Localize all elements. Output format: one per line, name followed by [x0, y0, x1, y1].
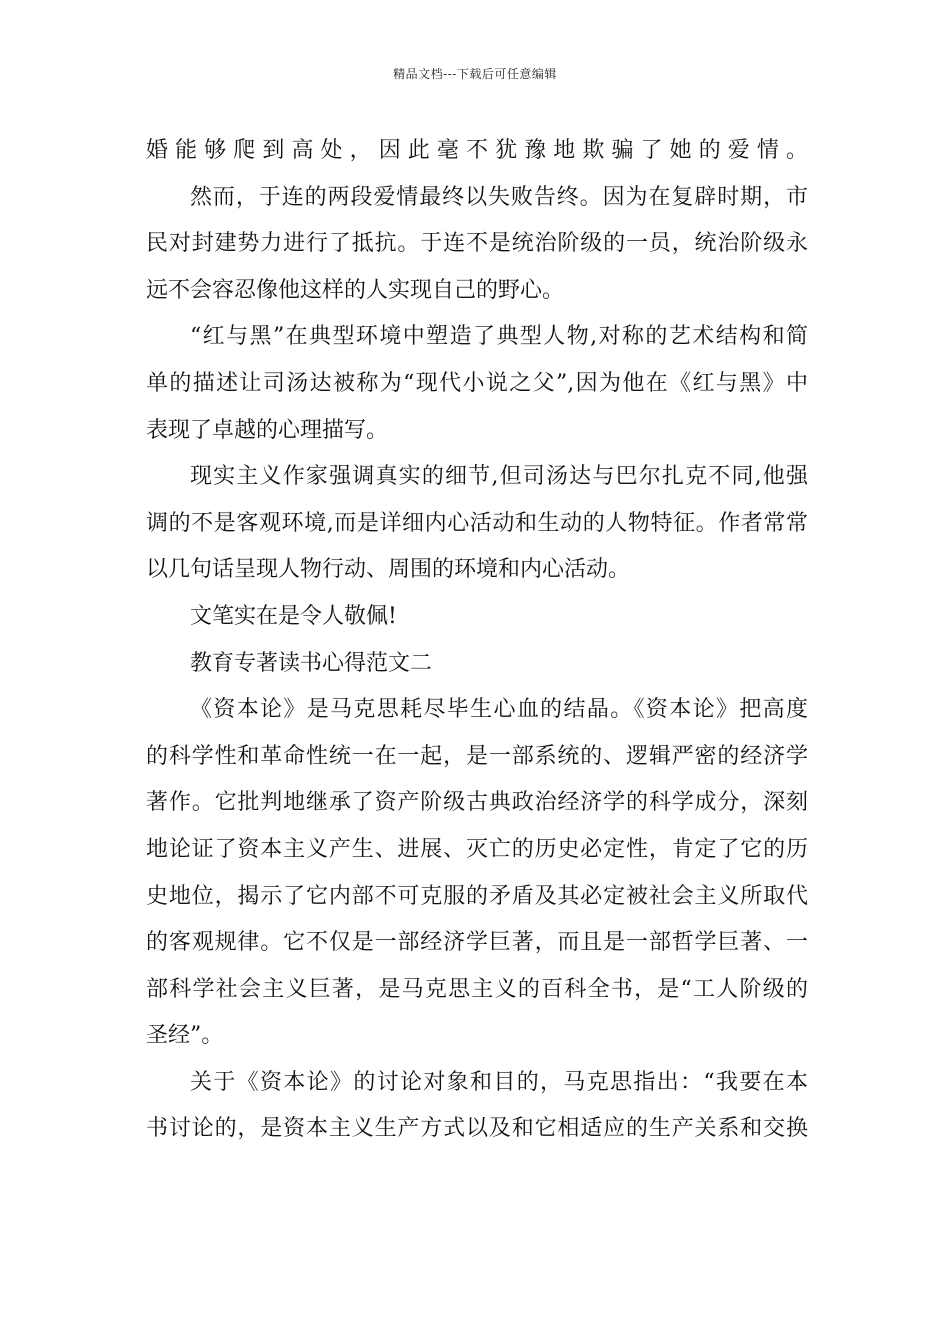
text-line: 著作。它批判地继承了资产阶级古典政治经济学的科学成分，深刻 — [146, 790, 808, 816]
body-text — [146, 128, 808, 1153]
text-line: 部科学社会主义巨著，是马克思主义的百科全书，是“工人阶级的 — [146, 976, 808, 1002]
single-line-paragraph: 文笔实在是令人敬佩! — [190, 603, 397, 629]
paragraph-end-line: 圣经”。 — [146, 1023, 224, 1049]
section-heading: 教育专著读书心得范文二 — [190, 650, 433, 676]
text-line: 史地位，揭示了它内部不可克服的矛盾及其必定被社会主义所取代 — [146, 883, 808, 909]
text-line: 书讨论的，是资本主义生产方式以及和它相适应的生产关系和交换 — [146, 1116, 808, 1142]
paragraph-start-line: 现实主义作家强调真实的细节,但司汤达与巴尔扎克不同,他强 — [190, 464, 808, 490]
text-line: 的客观规律。它不仅是一部经济学巨著，而且是一部哲学巨著、一 — [146, 930, 808, 956]
paragraph-start-line: 关于《资本论》的讨论对象和目的，马克思指出：“我要在本 — [190, 1069, 808, 1095]
text-line: 的科学性和革命性统一在一起，是一部系统的、逻辑严密的经济学 — [146, 743, 808, 769]
paragraph-start-line: “红与黑”在典型环境中塑造了典型人物,对称的艺术结构和简 — [190, 324, 808, 350]
text-line: 调的不是客观环境,而是详细内心活动和生动的人物特征。作者常常 — [146, 510, 808, 536]
paragraph-end-line: 以几句话呈现人物行动、周围的环境和内心活动。 — [146, 557, 631, 583]
paragraph-end-line: 表现了卓越的心理描写。 — [146, 417, 389, 443]
paragraph-end-line: 远不会容忍像他这样的人实现自己的野心。 — [146, 277, 565, 303]
text-line: 民对封建势力进行了抵抗。于连不是统治阶级的一员，统治阶级永 — [146, 231, 808, 257]
paragraph-start-line: 然而，于连的两段爱情最终以失败告终。因为在复辟时期，市 — [190, 184, 808, 210]
page-header: 精品文档---下载后可任意编辑 — [393, 67, 557, 81]
text-line: 单的描述让司汤达被称为“现代小说之父”,因为他在《红与黑》中 — [146, 370, 808, 396]
text-line: 婚能够爬到高处，因此毫不犹豫地欺骗了她的爱情。 — [146, 138, 808, 163]
paragraph-start-line: 《资本论》是马克思耗尽毕生心血的结晶。《资本论》把高度 — [190, 697, 808, 723]
text-line: 地论证了资本主义产生、进展、灭亡的历史必定性，肯定了它的历 — [146, 836, 808, 862]
